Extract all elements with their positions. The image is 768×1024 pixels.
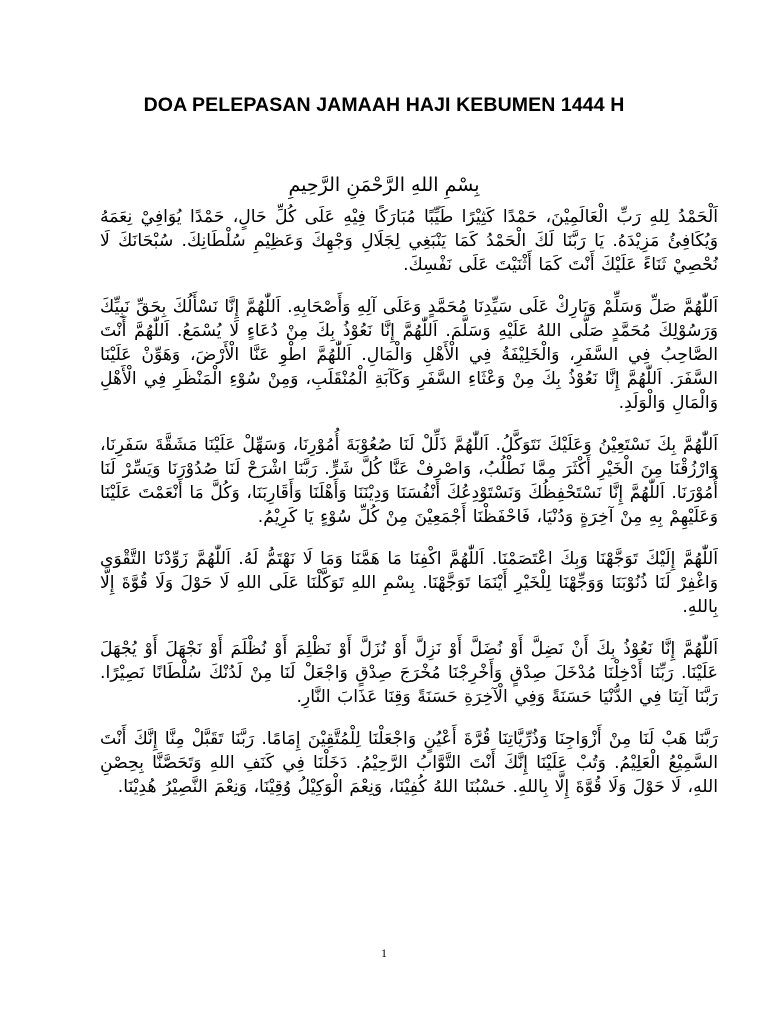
page-number: 1 — [381, 946, 387, 960]
prayer-paragraph-2: اَللّٰهُمَّ صَلِّ وَسَلِّمْ وَبَارِكْ عَلَى سَيِّدِنَا مُحَمَّدٍ وَعَلَى آلِهِ وَأَصْحَابِهِ. اَللّٰهُمَّ إِنَّا نَسْأَلُكَ بِحَقِّ نَبِيِّكَ وَرَسُوْلِكَ مُحَمَّدٍ صَلَّى اللهُ عَلَيْهِ وَسَلَّمَ. اَللّٰهُمَّ إِنَّا نَعُوْذُ بِكَ مِنْ دُعَاءٍ لَا يُسْمَعُ. اَللّٰهُمَّ أَنْتَ الصَّاحِبُ فِي السَّفَرِ، وَالْخَلِيْفَةُ فِي الْأَهْلِ وَالْمَالِ. اَللّٰهُمَّ اطْوِ عَنَّا الْأَرْضَ، وَهَوِّنْ عَلَيْنَا السَّفَرَ. اَللّٰهُمَّ إِنَّا نَعُوْذُ بِكَ مِنْ وَعْثَاءِ السَّفَرِ وَكَآبَةِ الْمُنْقَلَبِ، وَمِنْ سُوْءِ الْمَنْظَرِ فِي الْأَهْلِ وَالْمَالِ وَالْوَلَدِ. — [100, 297, 718, 413]
prayer-body — [100, 205, 718, 817]
prayer-paragraph-3: اَللّٰهُمَّ بِكَ نَسْتَعِيْنُ وَعَلَيْكَ نَتَوَكَّلُ. اَللّٰهُمَّ ذَلِّلْ لَنَا صُعُوْبَةَ أُمُوْرِنَا، وَسَهِّلْ عَلَيْنَا مَشَقَّةَ سَفَرِنَا، وَارْزُقْنَا مِنَ الْخَيْرِ أَكْثَرَ مِمَّا نَطْلُبُ، وَاصْرِفْ عَنَّا كُلَّ شَرٍّ. رَبَّنَا اشْرَحْ لَنَا صُدُوْرَنَا وَيَسِّرْ لَنَا أُمُوْرَنَا. اَللّٰهُمَّ إِنَّا نَسْتَحْفِظُكَ وَنَسْتَوْدِعُكَ أَنْفُسَنَا وَدِيْنَنَا وَأَهْلَنَا وَأَقَارِبَنَا، وَكُلَّ مَا أَنْعَمْتَ عَلَيْنَا وَعَلَيْهِمْ بِهِ مِنْ آخِرَةٍ وَدُنْيَا، فَاحْفَظْنَا أَجْمَعِيْنَ مِنْ كُلِّ سُوْءٍ يَا كَرِيْمُ. — [100, 435, 718, 527]
prayer-paragraph-5: اَللّٰهُمَّ إِنَّا نَعُوْذُ بِكَ أَنْ نَضِلَّ أَوْ نُضَلَّ أَوْ نَزِلَّ أَوْ نُزَلَّ أَوْ نَظْلِمَ أَوْ نُظْلَمَ أَوْ نَجْهَلَ أَوْ يُجْهَلَ عَلَيْنَا. رَبِّنَا أَدْخِلْنَا مُدْخَلَ صِدْقٍ وَأَخْرِجْنَا مُخْرَجَ صِدْقٍ وَاجْعَلْ لَنَا مِنْ لَدُنْكَ سُلْطَانًا نَصِيْرًا. رَبَّنَا آتِنَا فِي الدُّنْيَا حَسَنَةً وَفِي الْآخِرَةِ حَسَنَةً وَقِنَا عَذَابَ النَّارِ. — [100, 639, 718, 707]
prayer-paragraph-4: اَللّٰهُمَّ إِلَيْكَ تَوَجَّهْنَا وَبِكَ اعْتَصَمْنَا. اَللّٰهُمَّ اكْفِنَا مَا هَمَّنَا وَمَا لَا نَهْتَمُّ لَهُ. اَللّٰهُمَّ زَوِّدْنَا التَّقْوَى وَاغْفِرْ لَنَا ذُنُوْبَنَا وَوَجِّهْنَا لِلْخَيْرِ أَيْنَمَا تَوَجَّهْنَا. بِسْمِ اللهِ تَوَكَّلْنَا عَلَى اللهِ لَا حَوْلَ وَلَا قُوَّةَ إِلَّا بِاللهِ. — [100, 549, 718, 617]
prayer-paragraph-6: رَبَّنَا هَبْ لَنَا مِنْ أَزْوَاجِنَا وَذُرِّيَّاتِنَا قُرَّةَ أَعْيُنٍ وَاجْعَلْنَا لِلْمُتَّقِيْنَ إِمَامًا. رَبَّنَا تَقَبَّلْ مِنَّا إِنَّكَ أَنْتَ السَّمِيْعُ الْعَلِيْمُ. وَتُبْ عَلَيْنَا إِنَّكَ أَنْتَ التَّوَّابُ الرَّحِيْمُ. دَخَلْنَا فِي كَنَفِ اللهِ وَتَحَصَّنَّا بِحِصْنِ اللهِ، لَا حَوْلَ وَلَا قُوَّةَ إِلَّا بِاللهِ. حَسْبُنَا اللهُ كُفِيْنَا، وَنِعْمَ الْوَكِيْلُ وُقِيْنَا، وَنِعْمَ النَّصِيْرُ هُدِيْنَا. — [100, 729, 718, 797]
basmala-line: بِسْمِ اللهِ الرَّحْمَنِ الرَّحِيمِ — [288, 174, 480, 196]
page-title: DOA PELEPASAN JAMAAH HAJI KEBUMEN 1444 H — [143, 94, 625, 116]
prayer-paragraph-1: اَلْحَمْدُ لِلهِ رَبِّ الْعَالَمِيْنَ، حَمْدًا كَثِيْرًا طَيِّبًا مُبَارَكًا فِيْهِ عَلَى كُلِّ حَالٍ، حَمْدًا يُوَافِيْ نِعَمَهُ وَيُكَافِئُ مَزِيْدَهُ. يَا رَبَّنَا لَكَ الْحَمْدُ كَمَا يَنْبَغِي لِجَلَالِ وَجْهِكَ وَعَظِيْمِ سُلْطَانِكَ. سُبْحَانَكَ لَا نُحْصِيْ ثَنَاءً عَلَيْكَ أَنْتَ كَمَا أَثْنَيْتَ عَلَى نَفْسِكَ. — [100, 207, 718, 275]
